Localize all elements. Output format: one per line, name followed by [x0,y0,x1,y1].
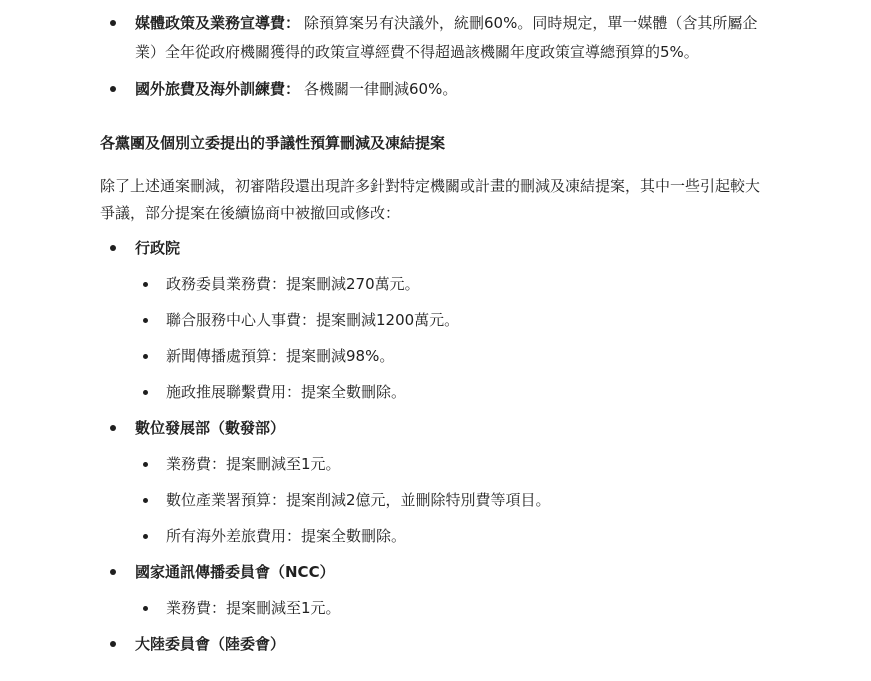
sub-item-text: 業務費：提案刪減至1元。 [166,599,341,617]
sub-item-text: 聯合服務中心人事費：提案刪減1200萬元。 [166,311,460,329]
agency-name: 行政院 [135,239,181,257]
item-label: 國外旅費及海外訓練費： [135,80,301,98]
intro-line-2: 爭議，部分提案在後續協商中被撤回或修改： [100,204,401,222]
bullet-icon [143,354,148,359]
bullet-icon [143,534,148,539]
bullet-icon [110,641,116,647]
bullet-icon [110,425,116,431]
sub-item-text: 施政推展聯繫費用：提案全數刪除。 [166,383,407,401]
agency-name: 國家通訊傳播委員會（NCC） [135,563,335,581]
bullet-icon [110,20,116,26]
sub-item-text: 業務費：提案刪減至1元。 [166,455,341,473]
bullet-icon [143,498,148,503]
bullet-icon [143,606,148,611]
bullet-icon [110,86,116,92]
intro-line-1: 除了上述通案刪減，初審階段還出現許多針對特定機關或計畫的刪減及凍結提案，其中一些引起較大 [100,177,761,195]
bullet-icon [143,318,148,323]
sub-item-text: 新聞傳播處預算：提案刪減98%。 [166,347,395,365]
section-heading-text: 各黨團及個別立委提出的爭議性預算刪減及凍結提案 [100,134,446,152]
item-text-continued: 業）全年從政府機關獲得的政策宣導經費不得超過該機關年度政策宣導總預算的5%。 [135,43,699,61]
sub-item-text: 數位產業署預算：提案削減2億元，並刪除特別費等項目。 [166,491,551,509]
item-text: 除預算案另有決議外，統刪60%。同時規定，單一媒體（含其所屬企 [304,14,758,32]
sub-item-text: 所有海外差旅費用：提案全數刪除。 [166,527,407,545]
agency-name: 大陸委員會（陸委會） [135,635,286,653]
agency-name: 數位發展部（數發部） [135,419,286,437]
item-text: 各機關一律刪減60%。 [304,80,458,98]
bullet-icon [143,462,148,467]
bullet-icon [110,245,116,251]
bullet-icon [143,390,148,395]
sub-item-text: 政務委員業務費：提案刪減270萬元。 [166,275,420,293]
bullet-icon [143,282,148,287]
item-label: 媒體政策及業務宣導費： [135,14,301,32]
bullet-icon [110,569,116,575]
